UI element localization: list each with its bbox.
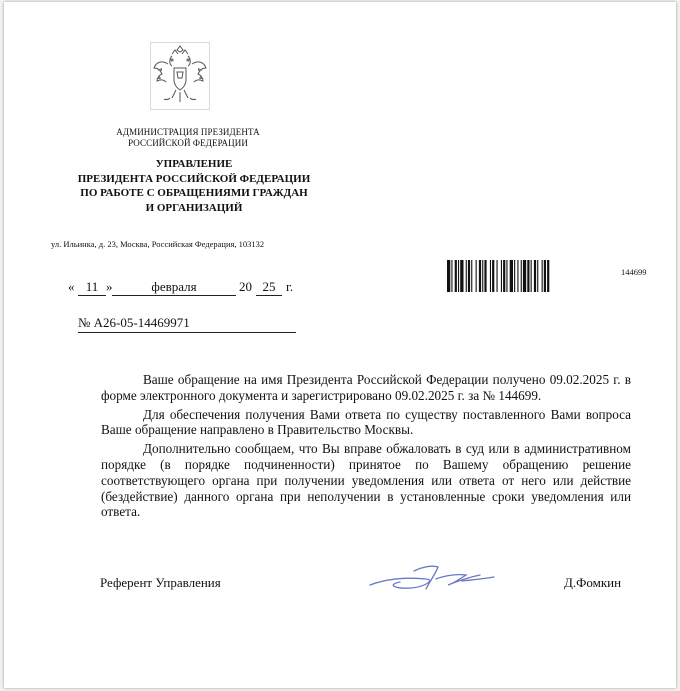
department-header [44, 157, 344, 215]
barcode-bar [490, 260, 491, 292]
dept-line-2: ПРЕЗИДЕНТА РОССИЙСКОЙ ФЕДЕРАЦИИ [77, 172, 311, 185]
paragraph: Для обеспечения получения Вами ответа по существу поставленного Вами вопроса Ваше обращение направлено в Правительство Москвы. [101, 406, 631, 438]
barcode [447, 260, 611, 292]
registration-number [78, 314, 296, 333]
date-day: 11 [78, 279, 106, 296]
barcode-bar [527, 260, 529, 292]
registration-value: А26-05-14469971 [93, 315, 190, 330]
coat-of-arms-icon [150, 42, 210, 110]
barcode-bar [506, 260, 507, 292]
date-year-suffix: 25 [256, 279, 282, 296]
administration-header [108, 127, 268, 149]
barcode-bar [517, 260, 518, 292]
barcode-bar [484, 260, 486, 292]
signatory-role: Референт Управления [100, 575, 221, 590]
admin-line-1: АДМИНИСТРАЦИЯ ПРЕЗИДЕНТА [116, 127, 260, 137]
barcode-bar [482, 260, 483, 292]
barcode-bar [521, 260, 522, 292]
barcode-bar [460, 260, 463, 292]
barcode-bar [510, 260, 513, 292]
barcode-bar [497, 260, 498, 292]
barcode-bar [544, 260, 546, 292]
barcode-bar [534, 260, 536, 292]
barcode-bar [468, 260, 470, 292]
barcode-bar [523, 260, 526, 292]
address: ул. Ильинка, д. 23, Москва, Российская Федерация, 103132 [51, 239, 265, 249]
signatory-name: Д.Фомкин [564, 575, 622, 590]
barcode-bar [501, 260, 502, 292]
barcode-bar [503, 260, 505, 292]
date-month: февраля [112, 279, 236, 296]
letter-page [4, 2, 676, 688]
paragraph: Ваше обращение на имя Президента Российской Федерации получено 09.02.2025 г. в форме электронного документа и зарегистрировано 09.02.2025 г. за № 144699. [101, 372, 631, 403]
barcode-bar [537, 260, 538, 292]
paragraph: Дополнительно сообщаем, что Вы вправе обжаловать в суд или в административном порядке (в порядке подчиненности) принятое по Вашему обращению решение соответствующего органа при получении уведомления или ответа от него или действие (бездействие) данного органа при неполучении в установленные сроки уведомления или ответа. [101, 441, 631, 520]
admin-line-2: РОССИЙСКОЙ ФЕДЕРАЦИИ [128, 138, 248, 148]
barcode-bar [455, 260, 457, 292]
date-close-quote: » [106, 279, 113, 294]
barcode-bar [447, 260, 450, 292]
dept-line-1: УПРАВЛЕНИЕ [155, 158, 233, 170]
barcode-bar [476, 260, 477, 292]
dept-line-3: ПО РАБОТЕ С ОБРАЩЕНИЯМИ ГРАЖДАН [80, 187, 308, 199]
barcode-bar [466, 260, 467, 292]
barcode-bar [492, 260, 494, 292]
date-year-label: г. [286, 279, 294, 294]
handwritten-signature [366, 555, 501, 595]
barcode-bar [458, 260, 459, 292]
date-year-prefix: 20 [239, 279, 252, 294]
barcode-bar [547, 260, 549, 292]
barcode-number: 144699 [621, 267, 647, 277]
barcode-bar [542, 260, 543, 292]
barcode-bar [514, 260, 515, 292]
date-open-quote: « [68, 279, 75, 294]
barcode-bar [451, 260, 452, 292]
barcode-bar [471, 260, 472, 292]
barcode-bar [531, 260, 532, 292]
barcode-bar [479, 260, 481, 292]
letter-body [101, 372, 631, 523]
registration-prefix: № [78, 315, 91, 330]
dept-line-4: И ОРГАНИЗАЦИЙ [145, 201, 243, 214]
